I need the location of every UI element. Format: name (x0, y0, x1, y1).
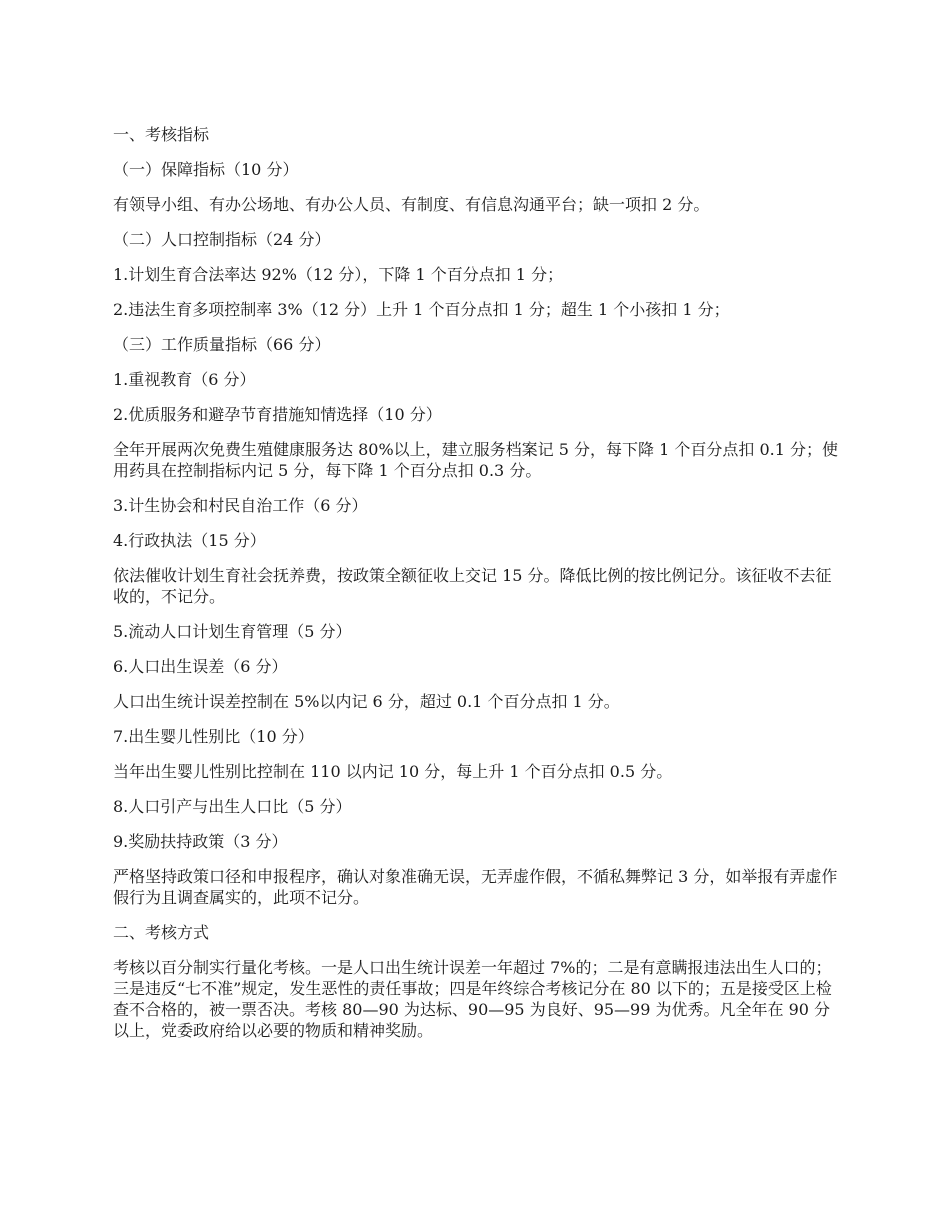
item-administrative-enforcement: 4.行政执法（15 分） (113, 531, 266, 550)
subsection-heading-work-quality: （三）工作质量指标（66 分） (113, 335, 331, 354)
item-induced-labor-ratio: 8.人口引产与出生人口比（5 分） (113, 797, 352, 816)
item-floating-population: 5.流动人口计划生育管理（5 分） (113, 622, 352, 641)
item-family-planning-association: 3.计生协会和村民自治工作（6 分） (113, 496, 368, 515)
item-illegal-birth-control: 2.违法生育多项控制率 3%（12 分）上升 1 个百分点扣 1 分；超生 1 个小孩扣 1 分； (113, 300, 730, 319)
item-education: 1.重视教育（6 分） (113, 370, 256, 389)
paragraph-birth-error: 人口出生统计误差控制在 5%以内记 6 分，超过 0.1 个百分点扣 1 分。 (113, 692, 620, 711)
paragraph-quality-service: 全年开展两次免费生殖健康服务达 80%以上，建立服务档案记 5 分，每下降 1 个百分点扣 0.1 分；使用药具在控制指标内记 5 分，每下降 1 个百分点扣 0.3 分。 (113, 440, 838, 480)
item-birth-error: 6.人口出生误差（6 分） (113, 657, 288, 676)
paragraph-assessment-method: 考核以百分制实行量化考核。一是人口出生统计误差一年超过 7%的；二是有意瞒报违法出生人口的；三是违反“七不准”规定，发生恶性的责任事故；四是年终综合考核记分在 80 以下的；五是接受区上检查不合格的，被一票否决。考核 80—90 为达标、90—95 为良好、95—99 为优秀。凡全年在 90 分以上，党委政府给以必要的物质和精神奖励。 (113, 958, 832, 1040)
item-quality-service: 2.优质服务和避孕节育措施知情选择（10 分） (113, 405, 442, 424)
section-heading-assessment-method: 二、考核方式 (113, 923, 210, 942)
section-heading-assessment-indicators: 一、考核指标 (113, 125, 210, 144)
item-sex-ratio: 7.出生婴儿性别比（10 分） (113, 727, 314, 746)
subsection-heading-population-control: （二）人口控制指标（24 分） (113, 230, 331, 249)
subsection-heading-guarantee: （一）保障指标（10 分） (113, 160, 299, 179)
item-legal-birth-rate: 1.计划生育合法率达 92%（12 分），下降 1 个百分点扣 1 分； (113, 265, 564, 284)
paragraph-administrative-enforcement: 依法催收计划生育社会抚养费，按政策全额征收上交记 15 分。降低比例的按比例记分。该征收不去征收的，不记分。 (113, 566, 832, 606)
paragraph-sex-ratio: 当年出生婴儿性别比控制在 110 以内记 10 分，每上升 1 个百分点扣 0.5 分。 (113, 762, 673, 781)
paragraph-guarantee: 有领导小组、有办公场地、有办公人员、有制度、有信息沟通平台；缺一项扣 2 分。 (113, 195, 710, 214)
item-reward-support-policy: 9.奖励扶持政策（3 分） (113, 832, 288, 851)
paragraph-reward-support-policy: 严格坚持政策口径和申报程序，确认对象准确无误，无弄虚作假，不循私舞弊记 3 分，如举报有弄虚作假行为且调查属实的，此项不记分。 (113, 867, 838, 907)
